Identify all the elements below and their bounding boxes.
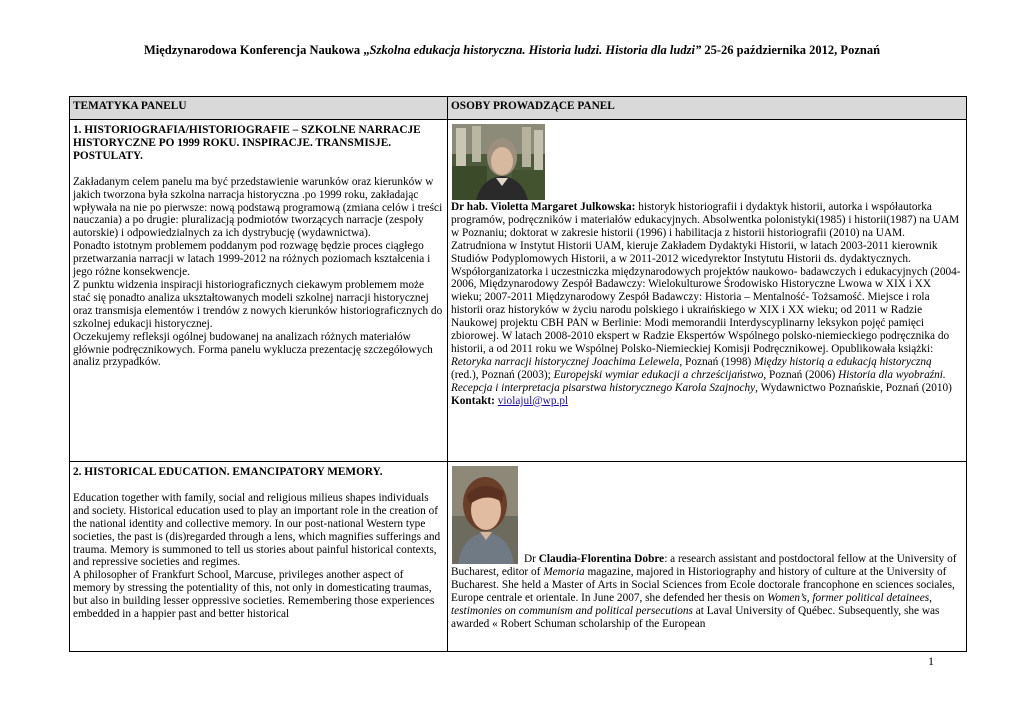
topic-title: 2. HISTORICAL EDUCATION. EMANCIPATORY MEMORY.	[73, 466, 383, 478]
contact-email-link[interactable]: violajul@wp.pl	[497, 394, 569, 407]
table-row	[70, 462, 967, 652]
topic-title: 1. HISTORIOGRAFIA/HISTORIOGRAFIE – SZKOLNE NARRACJE HISTORYCZNE PO 1999 ROKU. INSPIRACJE. TRANSMISJE. POSTULATY.	[73, 124, 421, 162]
contact-label: Kontakt:	[451, 394, 498, 407]
topic-description	[73, 492, 443, 621]
bio-text: Dr	[524, 553, 539, 565]
presenter-name: Claudia-Florentina Dobre	[538, 553, 665, 565]
title-prefix: Międzynarodowa Konferencja Naukowa „	[143, 43, 370, 57]
book-title: Między historią a edukacją historyczną	[754, 355, 932, 368]
presenter-cell	[448, 462, 967, 652]
presenter-photo	[452, 466, 518, 564]
bio-text: , Poznań (1998)	[679, 355, 755, 368]
bio-text: at Laval University of Québec. Subsequently, she was awarded « Robert Schuman scholarship of the European	[451, 604, 940, 630]
header-topic: TEMATYKA PANELU	[70, 97, 448, 120]
presenter-name: Dr hab. Violetta Margaret Julkowska:	[451, 201, 636, 213]
bio-text: (red.), Poznań (2003);	[451, 368, 554, 381]
table-header-row	[70, 97, 967, 120]
spacer	[451, 465, 962, 553]
topic-cell	[70, 462, 448, 652]
presenter-cell	[448, 120, 967, 462]
topic-paragraph: Z punktu widzenia inspiracji historiograficznych ciekawym problemem może stać się ponadto analiza ukształtowanych modeli szkolnej narracji historycznej oraz transmisja elementów i trendów z nowych kierunków historiograficznych do szkolnej edukacji historycznej.	[73, 278, 443, 330]
topic-paragraph: Education together with family, social and religious milieus shapes individuals and society. Historical education used to play an important role in the creation of the national identity and collective memory. In our post-national Western type societies, the past is (dis)regarded through a lens, which magnifies sufferings and trauma. Memory is summoned to tell us stories about painful historical contexts, and repressive societies and regimes.	[73, 491, 441, 569]
topic-paragraph: Oczekujemy refleksji ogólnej budowanej na analizach różnych materiałów głównie podręcznikowych. Forma panelu wyklucza prezentację szczegółowych analiz przypadków.	[73, 330, 433, 369]
title-italic: Szkolna edukacja historyczna. Historia ludzi. Historia dla ludzi”	[369, 43, 702, 57]
presenter-bio	[451, 553, 962, 630]
thesis-title: Women’s, former political detainees, testimonies on communism and political persecutions	[451, 591, 932, 617]
bio-text: : a research assistant and postdoctoral fellow at the University of Bucharest, editor of	[451, 553, 957, 578]
book-title: Europejski wymiar edukacji a chrześcijaństwo	[553, 368, 764, 381]
title-suffix: 25-26 października 2012, Poznań	[701, 43, 881, 57]
journal-title: Memoria	[543, 565, 585, 578]
panel-table	[69, 96, 967, 652]
header-presenters: OSOBY PROWADZĄCE PANEL	[448, 97, 967, 120]
bio-text: magazine, majored in Historiography and history of culture at the University of Bucharest. She held a Master of Arts in Social Sciences from Ecole doctorale francophone en sciences sociales, Europe centrale et orientale. In June 2007, she defended her thesis on	[451, 565, 955, 604]
bio-text: historyk historiografii i dydaktyk historii, autorka i współautorka programów, podręczników i materiałów edukacyjnych. Absolwentka polonistyki(1985) i historii(1987) na UAM w Poznaniu; doktorat w zakresie historii (1996) i habilitacja z historii historiografii (2010) na UAM. Zatrudniona w Instytut Historii UAM, kieruje Zakładem Dydaktyki Historii, w latach 2003-2011 kierownik Studiów Podyplomowych Historii, a w 2011-2012 wicedyrektor Instytutu Historii ds. dydaktycznych. Współorganizatorka i uczestniczka międzynarodowych projektów naukowo- badawczych i edukacyjnych (2004-2006, Międzynarodowy Zespół Badawczy: Wielokulturowe Środowisko Historyczne Lwowa w XIX i XX wieku; 2007-2011 Międzynarodowy Zespół Badawczy: Historia – Mentalność- Tożsamość. Miejsce i rola historii oraz historyków w życiu narodu polskiego i ukraińskiego w XIX i XX wieku; od 2011 w Radzie Naukowej projektu CBH PAN w Berlinie: Modi memorandii Interdyscyplinarny leksykon pojęć pamięci zbiorowej. W latach 2008-2010 ekspert w Radzie Ekspertów Wspólnego polsko-niemieckiego podręcznika do historii, a od 2011 roku we Wspólnej Polsko-Niemieckiej Komisji Podręcznikowej. Opublikowała książki:	[451, 201, 961, 355]
bio-text: , Poznań (2006)	[763, 368, 839, 381]
presenter-photo	[452, 124, 545, 200]
portrait-image	[452, 124, 545, 200]
topic-cell	[70, 120, 448, 462]
topic-paragraph: Ponadto istotnym problemem poddanym pod rozwagę będzie proces ciągłego przetwarzania narracji w latach 1999-2012 na różnych poziomach kształcenia i jego różne konsekwencje.	[73, 240, 431, 279]
portrait-image	[452, 466, 518, 564]
topic-description	[73, 176, 443, 370]
page-number: 1	[928, 654, 934, 668]
book-title: Retoryka narracji historycznej Joachima Lelewela	[451, 355, 680, 368]
page-title	[0, 43, 1024, 58]
topic-paragraph: Zakładanym celem panelu ma być przedstawienie warunków oraz kierunków w jakich tworzona była szkolna narracja historyczna .po 1999 roku, zakładając wpływała na nie po pierwsze: nową podstawą programową (zmiana celów i treści nauczania) a po drugie: pluralizacją podmiotów tworzących narracje (zespoły autorskie) i odpowiedzialnych za ich dystrybucję (wydawnictwa).	[73, 175, 443, 240]
table-row	[70, 120, 967, 462]
bio-text: , Wydawnictwo Poznańskie, Poznań (2010)	[755, 381, 952, 394]
topic-paragraph: A philosopher of Frankfurt School, Marcuse, privileges another aspect of memory by stressing the potentiality of this, not only in domesticating traumas, but also in building lesser oppressive societies. Remembering those experiences embedded in a happier past and better historical	[73, 569, 435, 621]
book-title: Historia dla wyobraźni. Recepcja i interpretacja pisarstwa historycznego Karola Szajnochy	[451, 368, 946, 394]
presenter-bio	[451, 201, 962, 408]
